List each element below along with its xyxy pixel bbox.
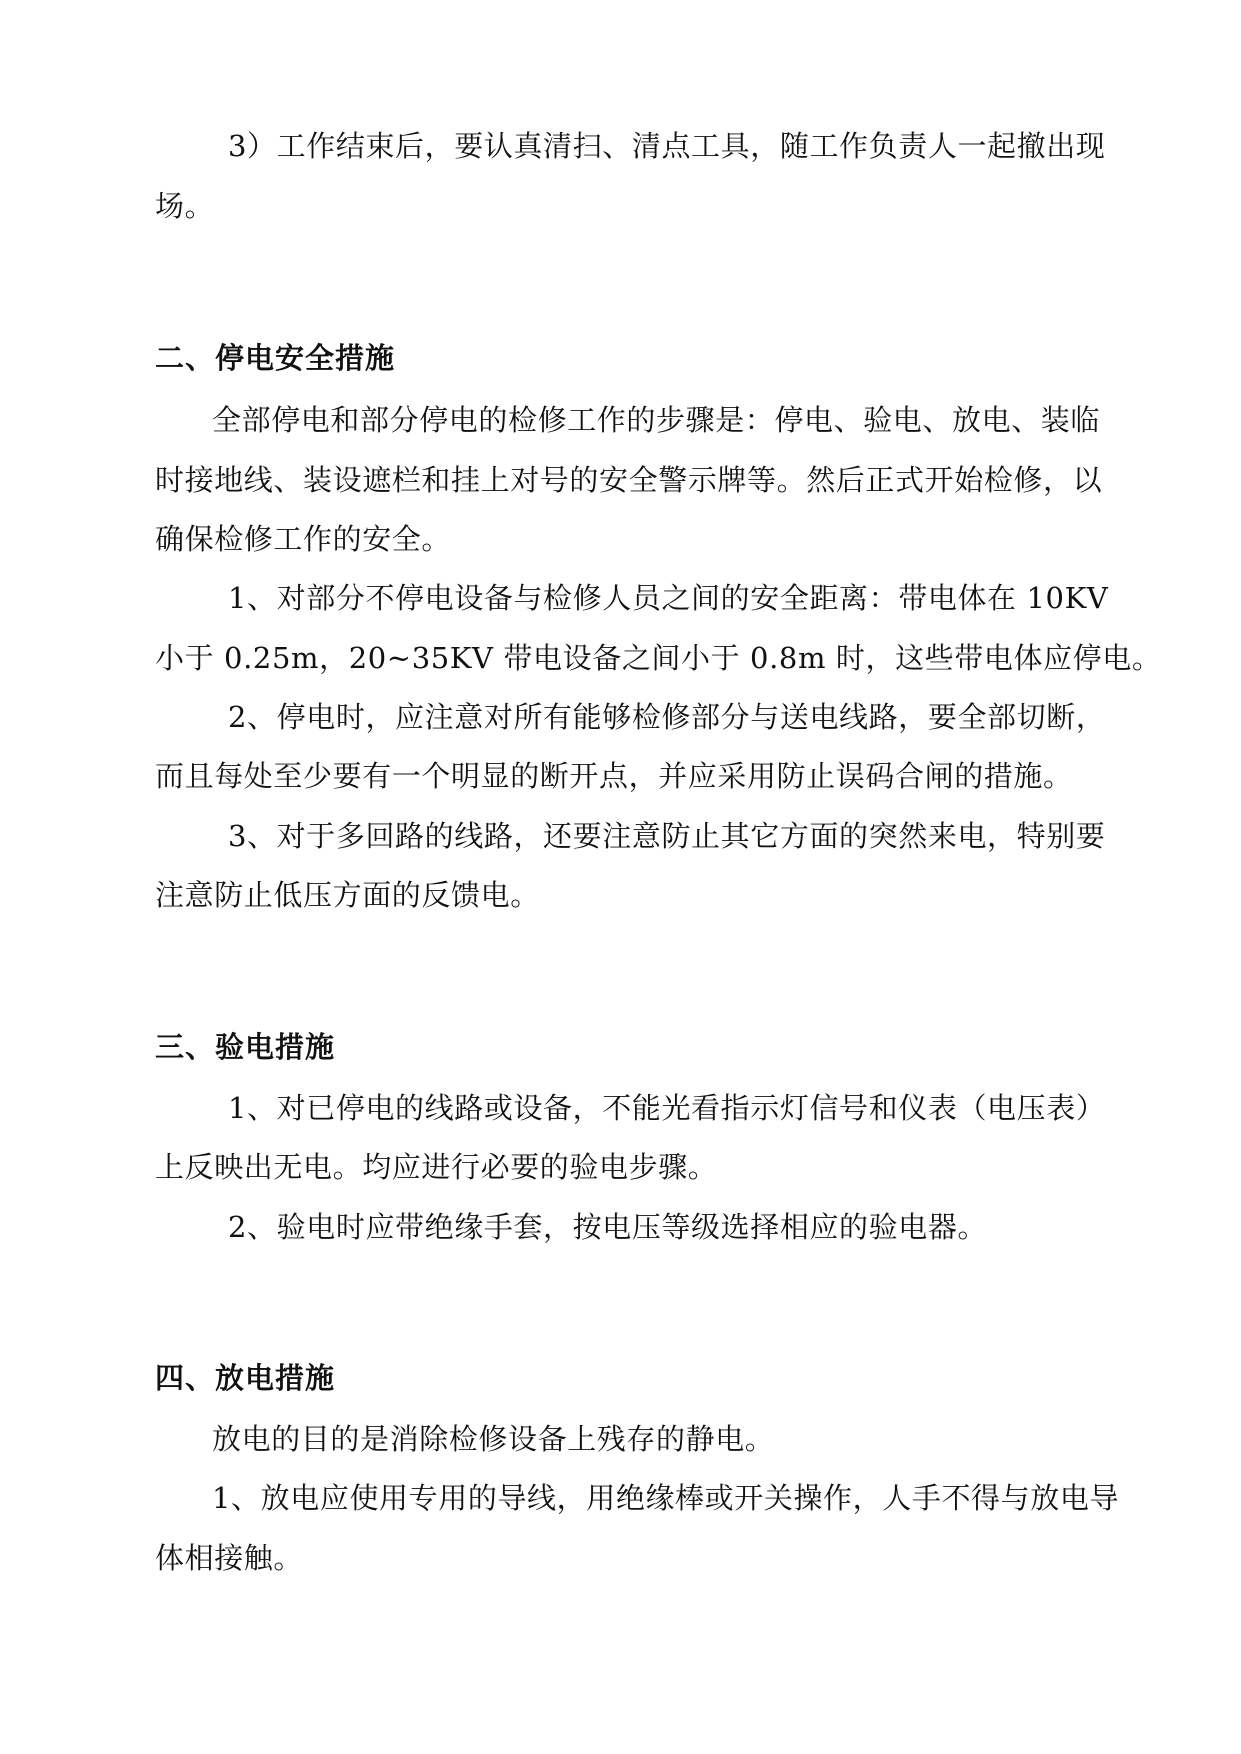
paragraph-line: 1、放电应使用专用的导线，用绝缘棒或开关操作，人手不得与放电导 — [212, 1481, 1120, 1515]
paragraph-line: 而且每处至少要有一个明显的断开点，并应采用防止误码合闸的措施。 — [155, 759, 1073, 793]
paragraph-line: 场。 — [155, 189, 215, 223]
paragraph-line: 3）工作结束后，要认真清扫、清点工具，随工作负责人一起撤出现 — [228, 129, 1106, 163]
section-heading: 四、放电措施 — [155, 1361, 336, 1395]
paragraph-line: 全部停电和部分停电的检修工作的步骤是：停电、验电、放电、装临 — [212, 403, 1101, 437]
paragraph-line: 2、停电时，应注意对所有能够检修部分与送电线路，要全部切断， — [228, 700, 1106, 734]
paragraph-line: 放电的目的是消除检修设备上残存的静电。 — [212, 1422, 775, 1456]
paragraph-line: 1、对部分不停电设备与检修人员之间的安全距离：带电体在 10KV — [228, 581, 1109, 615]
paragraph-line: 2、验电时应带绝缘手套，按电压等级选择相应的验电器。 — [228, 1210, 988, 1244]
paragraph-line: 上反映出无电。均应进行必要的验电步骤。 — [155, 1150, 718, 1184]
paragraph-line: 3、对于多回路的线路，还要注意防止其它方面的突然来电，特别要 — [228, 819, 1106, 853]
paragraph-line: 确保检修工作的安全。 — [155, 522, 452, 556]
section-heading: 三、验电措施 — [155, 1030, 336, 1064]
paragraph-line: 注意防止低压方面的反馈电。 — [155, 878, 540, 912]
section-heading: 二、停电安全措施 — [155, 341, 396, 375]
paragraph-line: 时接地线、装设遮栏和挂上对号的安全警示牌等。然后正式开始检修，以 — [155, 463, 1103, 497]
paragraph-line: 小于 0.25m，20~35KV 带电设备之间小于 0.8m 时，这些带电体应停电。 — [155, 641, 1162, 675]
paragraph-line: 体相接触。 — [155, 1541, 304, 1575]
paragraph-line: 1、对已停电的线路或设备，不能光看指示灯信号和仪表（电压表） — [228, 1091, 1106, 1125]
